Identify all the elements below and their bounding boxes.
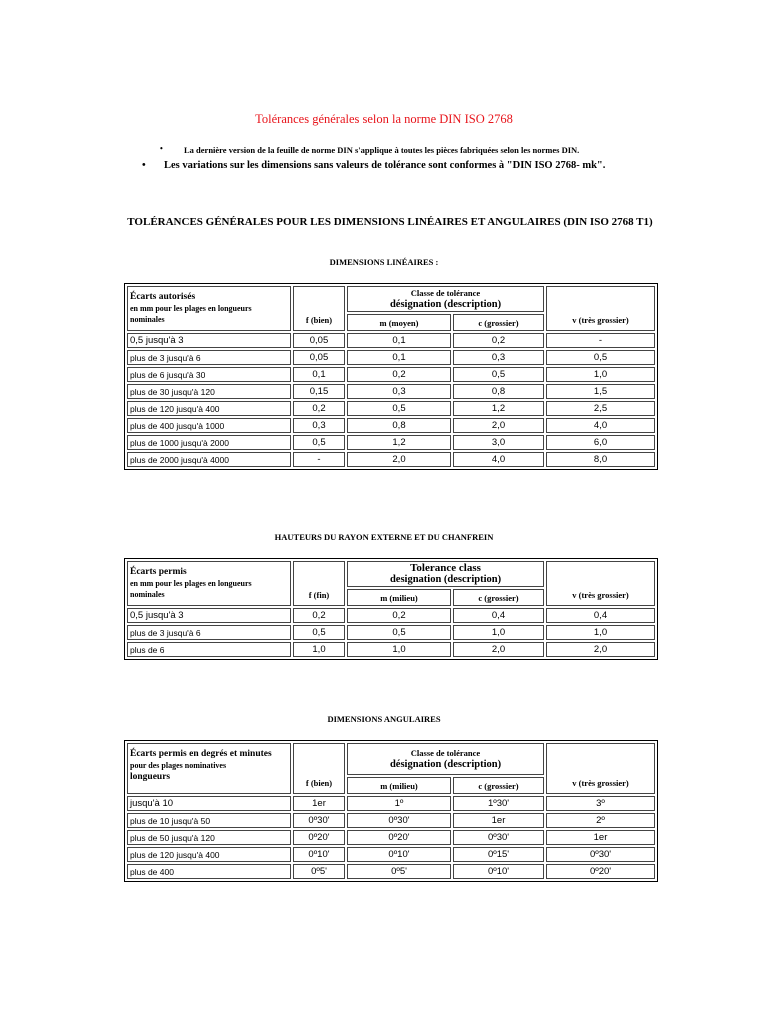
row-label-cell: plus de 400 (127, 864, 291, 879)
value-cell-f: 0,3 (293, 418, 345, 433)
value-cell-v: 1,0 (546, 367, 655, 382)
bullet-icon: • (142, 160, 146, 171)
value-cell-f: 0º5' (293, 864, 345, 879)
row-label-cell: plus de 3 jusqu'à 6 (127, 350, 291, 365)
value-cell-m: 1º (347, 796, 451, 811)
col-c-header: c (grossier) (453, 314, 544, 331)
value-cell-c: 1º30' (453, 796, 544, 811)
bullet-icon: • (160, 144, 163, 153)
header-label-sub: en mm pour les plages en longueurs nominales (130, 579, 252, 599)
value-cell-f: 0º30' (293, 813, 345, 828)
row-label-cell: plus de 30 jusqu'à 120 (127, 384, 291, 399)
value-cell-c: 0º10' (453, 864, 544, 879)
value-cell-f: 0,5 (293, 625, 345, 640)
value-cell-m: 0º10' (347, 847, 451, 862)
table-row (127, 350, 655, 365)
class-header (347, 286, 544, 312)
value-cell-c: 2,0 (453, 642, 544, 657)
value-cell-m: 1,0 (347, 642, 451, 657)
bullet-text: La dernière version de la feuille de norme DIN s'applique à toutes les pièces fabriquées selon les normes DIN. (184, 145, 580, 155)
table-row (127, 625, 655, 640)
value-cell-v: 6,0 (546, 435, 655, 450)
value-cell-v: 1,0 (546, 625, 655, 640)
value-cell-v: 2,0 (546, 642, 655, 657)
row-label-cell: plus de 120 jusqu'à 400 (127, 401, 291, 416)
class-title: Tolerance class (410, 562, 481, 574)
value-cell-c: 1,0 (453, 625, 544, 640)
value-cell-m: 0,2 (347, 367, 451, 382)
row-label-cell: plus de 2000 jusqu'à 4000 (127, 452, 291, 467)
value-cell-f: 0,05 (293, 333, 345, 348)
row-label-header (127, 743, 291, 794)
value-cell-m: 0,3 (347, 384, 451, 399)
bullet-text: Les variations sur les dimensions sans valeurs de tolérance sont conformes à "DIN ISO 2768- mk". (164, 160, 606, 171)
value-cell-v: 8,0 (546, 452, 655, 467)
col-m-header: m (milieu) (347, 589, 451, 606)
col-f-header: f (bien) (293, 743, 345, 794)
value-cell-f: 0,5 (293, 435, 345, 450)
row-label-cell: plus de 120 jusqu'à 400 (127, 847, 291, 862)
value-cell-v: 0º30' (546, 847, 655, 862)
row-label-cell: plus de 3 jusqu'à 6 (127, 625, 291, 640)
class-subtitle: désignation (description) (389, 299, 502, 310)
table-row (127, 830, 655, 845)
row-label-cell: plus de 400 jusqu'à 1000 (127, 418, 291, 433)
value-cell-f: - (293, 452, 345, 467)
value-cell-m: 2,0 (347, 452, 451, 467)
value-cell-c: 0,2 (453, 333, 544, 348)
row-label-cell: plus de 10 jusqu'à 50 (127, 813, 291, 828)
class-subtitle: designation (description) (389, 574, 502, 585)
col-v-header: v (très grossier) (546, 561, 655, 606)
value-cell-v: 4,0 (546, 418, 655, 433)
value-cell-m: 0,1 (347, 333, 451, 348)
value-cell-m: 0º20' (347, 830, 451, 845)
radius-heading: HAUTEURS DU RAYON EXTERNE ET DU CHANFREIN (274, 532, 494, 542)
value-cell-m: 0º5' (347, 864, 451, 879)
value-cell-v: 2º (546, 813, 655, 828)
table-row (127, 847, 655, 862)
value-cell-c: 0,8 (453, 384, 544, 399)
value-cell-m: 0,8 (347, 418, 451, 433)
value-cell-c: 1,2 (453, 401, 544, 416)
header-label-main: Écarts permis (130, 567, 187, 577)
row-label-header (127, 561, 291, 606)
class-subtitle: désignation (description) (389, 759, 502, 770)
table-row (127, 401, 655, 416)
row-label-cell: plus de 6 jusqu'à 30 (127, 367, 291, 382)
table-row (127, 642, 655, 657)
header-label-main: Écarts permis en degrés et minutes (130, 749, 272, 759)
header-label-tail: longueurs (130, 772, 171, 782)
page-title: Tolérances générales selon la norme DIN ISO 2768 (255, 112, 513, 126)
header-label-main: Écarts autorisés (130, 292, 196, 302)
main-heading: TOLÉRANCES GÉNÉRALES POUR LES DIMENSIONS LINÉAIRES ET ANGULAIRES (DIN ISO 2768 T1) (127, 216, 653, 228)
value-cell-m: 1,2 (347, 435, 451, 450)
table-row (127, 813, 655, 828)
value-cell-f: 0,05 (293, 350, 345, 365)
value-cell-f: 0,15 (293, 384, 345, 399)
table-row (127, 367, 655, 382)
row-label-cell: plus de 1000 jusqu'à 2000 (127, 435, 291, 450)
header-label-sub: pour des plages nominatives (130, 761, 227, 770)
row-label-header (127, 286, 291, 331)
value-cell-m: 0º30' (347, 813, 451, 828)
class-title: Classe de tolérance (410, 748, 481, 758)
col-v-header: v (très grossier) (546, 743, 655, 794)
value-cell-f: 0,1 (293, 367, 345, 382)
value-cell-v: 0,5 (546, 350, 655, 365)
value-cell-c: 1er (453, 813, 544, 828)
value-cell-c: 3,0 (453, 435, 544, 450)
table-row (127, 435, 655, 450)
row-label-cell: plus de 6 (127, 642, 291, 657)
table-row (127, 333, 655, 348)
value-cell-c: 0,4 (453, 608, 544, 623)
col-m-header: m (milieu) (347, 777, 451, 794)
value-cell-f: 1,0 (293, 642, 345, 657)
linear-table (124, 283, 658, 470)
value-cell-c: 0,5 (453, 367, 544, 382)
row-label-cell: 0,5 jusqu'à 3 (127, 333, 291, 348)
value-cell-v: 1,5 (546, 384, 655, 399)
header-label-sub: en mm pour les plages en longueurs nominales (130, 304, 252, 324)
value-cell-c: 4,0 (453, 452, 544, 467)
class-header (347, 561, 544, 587)
value-cell-f: 0,2 (293, 608, 345, 623)
col-v-header: v (très grossier) (546, 286, 655, 331)
table-row (127, 384, 655, 399)
class-header (347, 743, 544, 775)
col-f-header: f (fin) (293, 561, 345, 606)
value-cell-v: 2,5 (546, 401, 655, 416)
row-label-cell: plus de 50 jusqu'à 120 (127, 830, 291, 845)
col-c-header: c (grossier) (453, 777, 544, 794)
value-cell-f: 1er (293, 796, 345, 811)
value-cell-f: 0º20' (293, 830, 345, 845)
radius-table (124, 558, 658, 660)
value-cell-m: 0,2 (347, 608, 451, 623)
table-row (127, 418, 655, 433)
value-cell-v: 0º20' (546, 864, 655, 879)
table-row (127, 796, 655, 811)
value-cell-v: - (546, 333, 655, 348)
value-cell-v: 0,4 (546, 608, 655, 623)
value-cell-c: 0º15' (453, 847, 544, 862)
table-row (127, 608, 655, 623)
value-cell-f: 0º10' (293, 847, 345, 862)
table-row (127, 864, 655, 879)
value-cell-c: 0,3 (453, 350, 544, 365)
value-cell-f: 0,2 (293, 401, 345, 416)
col-f-header: f (bien) (293, 286, 345, 331)
value-cell-c: 0º30' (453, 830, 544, 845)
angular-table (124, 740, 658, 882)
value-cell-v: 3º (546, 796, 655, 811)
col-m-header: m (moyen) (347, 314, 451, 331)
value-cell-c: 2,0 (453, 418, 544, 433)
value-cell-m: 0,5 (347, 401, 451, 416)
row-label-cell: jusqu'à 10 (127, 796, 291, 811)
value-cell-m: 0,5 (347, 625, 451, 640)
row-label-cell: 0,5 jusqu'à 3 (127, 608, 291, 623)
value-cell-m: 0,1 (347, 350, 451, 365)
class-title: Classe de tolérance (410, 288, 481, 298)
linear-heading: DIMENSIONS LINÉAIRES : (329, 257, 439, 267)
col-c-header: c (grossier) (453, 589, 544, 606)
value-cell-v: 1er (546, 830, 655, 845)
angular-heading: DIMENSIONS ANGULAIRES (327, 714, 441, 724)
table-row (127, 452, 655, 467)
